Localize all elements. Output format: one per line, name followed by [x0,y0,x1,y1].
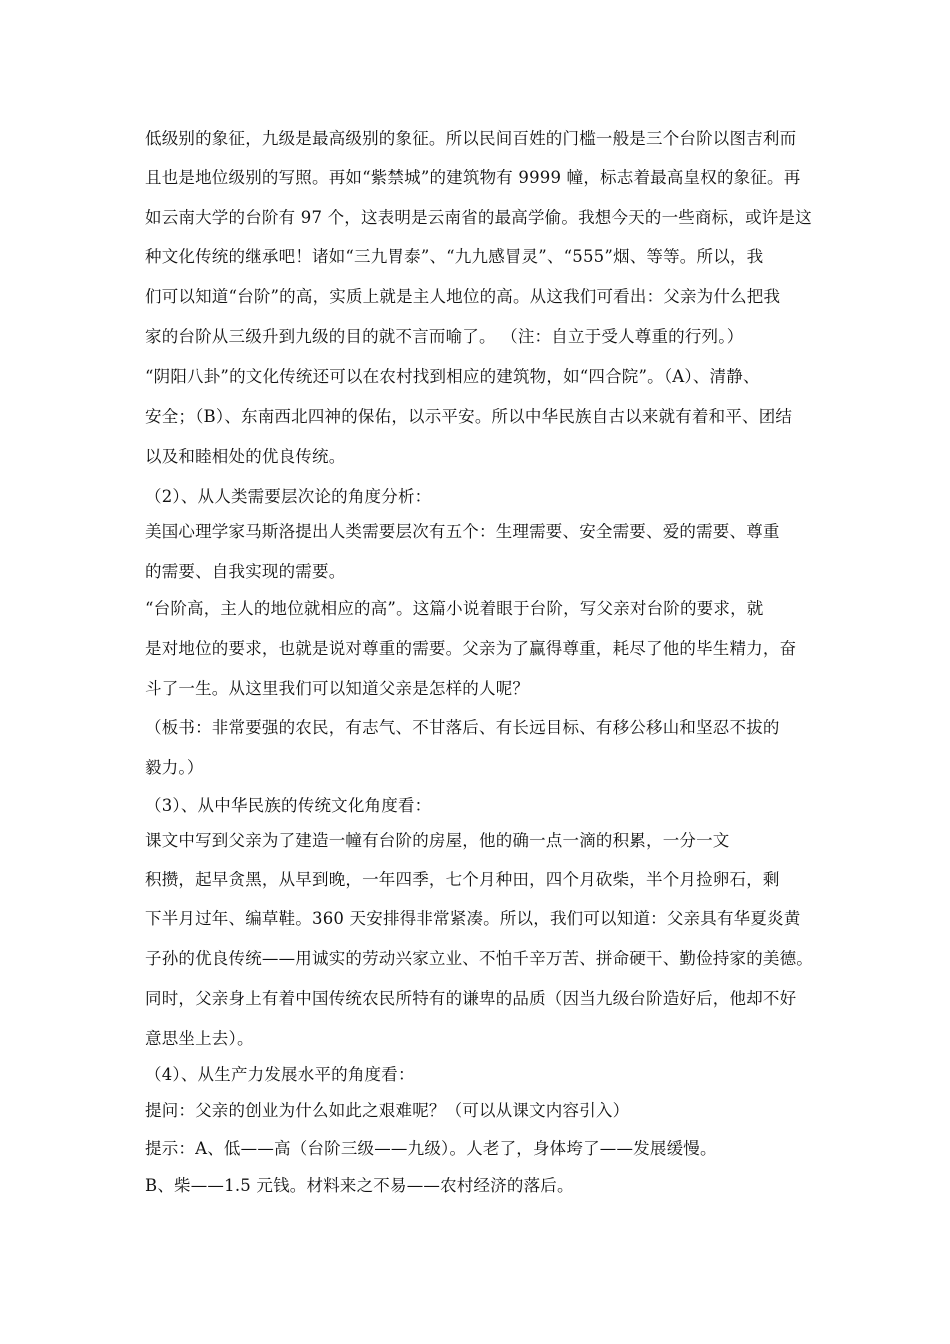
text-line: 积攒，起早贪黑，从早到晚，一年四季，七个月种田，四个月砍柴，半个月捡卵石，剩 [145,870,780,889]
text-line: （板书：非常要强的农民，有志气、不甘落后、有长远目标、有移公移山和坚忍不拔的 [145,718,780,737]
text-line: 下半月过年、编草鞋。360 天安排得非常紧凑。所以，我们可以知道：父亲具有华夏炎黄 [145,909,801,928]
text-line: 斗了一生。从这里我们可以知道父亲是怎样的人呢？ [145,679,530,698]
text-line: 同时，父亲身上有着中国传统农民所特有的谦卑的品质（因当九级台阶造好后，他却不好 [145,989,797,1008]
text-line: 提问：父亲的创业为什么如此之艰难呢？（可以从课文内容引入） [145,1101,630,1120]
text-line: 如云南大学的台阶有 97 个，这表明是云南省的最高学偷。我想今天的一些商标，或许是这 [145,208,812,227]
section-heading: （2）、从人类需要层次论的角度分析： [145,487,432,506]
text-line: 提示：A、低——高（台阶三级——九级）。人老了，身体垮了——发展缓慢。 [145,1139,717,1158]
text-line: “台阶高，主人的地位就相应的高”。这篇小说着眼于台阶，写父亲对台阶的要求，就 [145,599,764,618]
text-line: 种文化传统的继承吧！诸如“三九胃泰”、“九九感冒灵”、“555”烟、等等。所以，我 [145,247,764,266]
text-line: B、柴——1.5 元钱。材料来之不易——农村经济的落后。 [145,1176,574,1195]
text-line: 子孙的优良传统——用诚实的劳动兴家立业、不怕千辛万苦、拼命硬干、勤俭持家的美德。 [145,949,813,968]
text-line: 意思坐上去）。 [145,1029,254,1048]
section-heading: （4）、从生产力发展水平的角度看： [145,1065,415,1084]
text-line: 是对地位的要求，也就是说对尊重的需要。父亲为了赢得尊重，耗尽了他的毕生精力，奋 [145,639,797,658]
text-line: 且也是地位级别的写照。再如“紫禁城”的建筑物有 9999 幢，标志着最高皇权的象征。再 [145,168,801,187]
text-line: 们可以知道“台阶”的高，实质上就是主人地位的高。从这我们可看出：父亲为什么把我 [145,287,781,306]
text-line: 美国心理学家马斯洛提出人类需要层次有五个：生理需要、安全需要、爱的需要、尊重 [145,522,780,541]
text-line: 安全；（B）、东南西北四神的保佑，以示平安。所以中华民族自古以来就有着和平、团结 [145,407,793,426]
text-line: “阴阳八卦”的文化传统还可以在农村找到相应的建筑物，如“四合院”。（A）、清静、 [145,367,760,386]
text-line: 低级别的象征，九级是最高级别的象征。所以民间百姓的门槛一般是三个台阶以图吉利而 [145,129,797,148]
section-heading: （3）、从中华民族的传统文化角度看： [145,796,432,815]
text-line: 课文中写到父亲为了建造一幢有台阶的房屋，他的确一点一滴的积累，一分一文 [145,831,730,850]
text-line: 毅力。） [145,758,204,777]
text-line: 的需要、自我实现的需要。 [145,562,346,581]
text-line: 家的台阶从三级升到九级的目的就不言而喻了。 （注：自立于受人尊重的行列。） [145,327,744,346]
text-line: 以及和睦相处的优良传统。 [145,447,346,466]
